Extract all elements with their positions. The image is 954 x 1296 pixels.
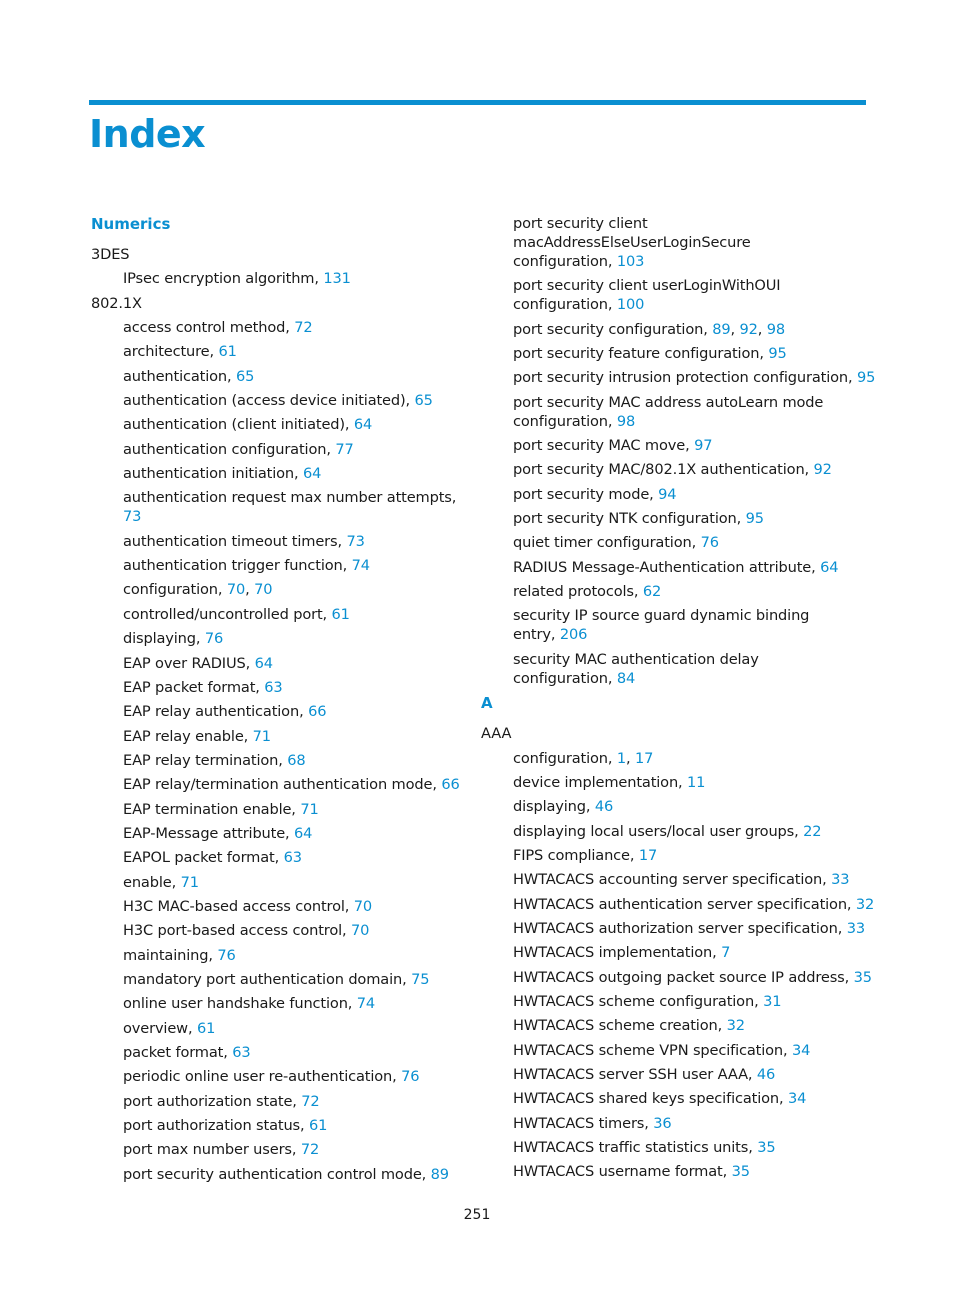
entry-text: EAP relay/termination authentication mode, xyxy=(123,776,437,794)
page-link[interactable]: 46 xyxy=(756,1065,776,1083)
entry-text: HWTACACS outgoing packet source IP address, xyxy=(513,968,850,986)
entry-text: configuration, xyxy=(123,581,223,599)
index-subentry xyxy=(481,276,876,314)
entry-text: HWTACACS traffic statistics units, xyxy=(513,1139,753,1156)
entry-text: port authorization status, xyxy=(123,1117,305,1135)
page-link[interactable]: 63 xyxy=(264,678,283,696)
index-subentry xyxy=(91,415,471,434)
page-link[interactable]: 61 xyxy=(331,605,350,623)
index-subentry xyxy=(91,1165,471,1184)
entry-text: related protocols, xyxy=(513,583,639,601)
page-link[interactable]: 63 xyxy=(232,1044,251,1061)
index-subentry xyxy=(481,846,876,865)
entry-text: FIPS compliance, xyxy=(513,846,635,864)
index-subentry xyxy=(91,994,471,1013)
index-subentry xyxy=(481,895,876,914)
page-link[interactable]: 70 xyxy=(254,581,273,599)
page-link[interactable]: 84 xyxy=(616,669,636,687)
index-subentry xyxy=(91,921,471,940)
page-link[interactable]: 64 xyxy=(820,558,839,576)
page-link[interactable]: 64 xyxy=(254,654,273,672)
index-subentry xyxy=(91,556,471,575)
page-link[interactable]: 64 xyxy=(353,416,373,434)
index-subentry xyxy=(91,488,471,526)
index-subentry: port security configuration, 89, 92, 98 xyxy=(513,320,786,338)
index-subentry xyxy=(91,1019,471,1038)
index-column-left xyxy=(91,214,471,1189)
top-rule xyxy=(89,100,866,105)
page-link[interactable]: 33 xyxy=(831,871,850,889)
page-link[interactable]: 1 xyxy=(616,749,626,767)
entry-text: H3C MAC-based access control, xyxy=(123,897,350,915)
entry-text: port security feature configuration, xyxy=(513,345,764,363)
entry-text: displaying local users/local user groups, xyxy=(513,822,799,840)
entry-text: HWTACACS scheme configuration, xyxy=(513,992,759,1010)
page-link[interactable]: 63 xyxy=(283,849,302,867)
index-subentry xyxy=(481,773,876,792)
page-link[interactable]: 71 xyxy=(180,873,199,891)
page-link[interactable]: 35 xyxy=(731,1163,750,1181)
page-link[interactable]: 61 xyxy=(218,343,237,361)
entry-text: RADIUS Message-Authentication attribute, xyxy=(513,558,816,576)
index-subentry xyxy=(91,1067,471,1086)
entry-text: H3C port-based access control, xyxy=(123,922,347,940)
index-subentry xyxy=(91,824,471,843)
index-subentry xyxy=(91,727,471,746)
entry-text: port security configuration, xyxy=(513,320,708,338)
entry-text: configuration, xyxy=(513,749,613,767)
index-subentry xyxy=(481,606,876,644)
page-link[interactable]: 72 xyxy=(301,1092,320,1110)
page-link[interactable]: 31 xyxy=(763,992,782,1010)
entry-text: IPsec encryption algorithm, xyxy=(123,270,319,288)
entry-text: EAPOL packet format, xyxy=(123,849,280,867)
section-heading: A xyxy=(481,694,493,713)
index-subentry xyxy=(481,650,876,688)
page-number: 251 xyxy=(463,1207,491,1223)
page-link[interactable]: 92 xyxy=(813,461,832,479)
entry-text: security MAC authentication delay configuration, xyxy=(513,650,759,687)
index-subentry xyxy=(481,344,876,363)
page-link[interactable]: 89 xyxy=(712,320,731,338)
index-subentry xyxy=(91,367,471,386)
index-subentry xyxy=(481,797,876,816)
page-link[interactable]: 77 xyxy=(335,440,354,458)
entry-text: HWTACACS scheme creation, xyxy=(513,1017,723,1035)
index-subentry xyxy=(91,318,471,337)
page-link[interactable]: 74 xyxy=(356,995,376,1013)
index-subentry xyxy=(481,460,876,479)
index-subentry xyxy=(91,1092,471,1111)
entry-text: port security client macAddressElseUserLoginSecure configuration, xyxy=(513,215,751,270)
page-link[interactable]: 35 xyxy=(757,1139,776,1156)
entry-text: 802.1X xyxy=(91,294,142,312)
page-link[interactable]: 66 xyxy=(441,776,460,794)
index-subentry xyxy=(481,393,876,431)
page-link[interactable]: 61 xyxy=(196,1019,216,1037)
entry-text: port authorization state, xyxy=(123,1092,297,1110)
index-subentry xyxy=(481,1016,876,1035)
page-link[interactable]: 75 xyxy=(411,970,430,988)
page-link[interactable]: 76 xyxy=(401,1068,420,1086)
page-link[interactable]: 46 xyxy=(594,798,614,816)
page-link[interactable]: 131 xyxy=(323,270,351,288)
entry-text: authentication configuration, xyxy=(123,440,331,458)
index-subentry xyxy=(91,440,471,459)
entry-text: EAP relay authentication, xyxy=(123,703,304,721)
index-subentry xyxy=(91,269,471,288)
page-link[interactable]: 66 xyxy=(308,703,327,721)
index-subentry xyxy=(481,822,876,841)
entry-text: EAP over RADIUS, xyxy=(123,654,251,672)
entry-text: EAP termination enable, xyxy=(123,800,296,818)
page-link[interactable]: 34 xyxy=(792,1041,811,1059)
entry-text: HWTACACS timers, xyxy=(513,1114,649,1132)
page-link[interactable]: 76 xyxy=(217,946,236,964)
entry-text: authentication (client initiated), xyxy=(123,416,350,434)
page-link[interactable]: 17 xyxy=(638,846,658,864)
entry-text: HWTACACS authentication server specification, xyxy=(513,895,852,913)
entry-text: access control method, xyxy=(123,319,290,337)
entry-text: authentication timeout timers, xyxy=(123,532,342,550)
page-link[interactable]: 95 xyxy=(768,345,787,363)
page-link[interactable]: 22 xyxy=(803,822,822,840)
page-link[interactable]: 89 xyxy=(430,1165,449,1183)
index-subentry xyxy=(481,509,876,528)
entry-text: HWTACACS scheme VPN specification, xyxy=(513,1041,788,1059)
entry-text: architecture, xyxy=(123,343,214,361)
page-link[interactable]: 92 xyxy=(739,320,758,338)
index-subentry xyxy=(91,970,471,989)
index-subentry xyxy=(481,436,876,455)
page-link[interactable]: 65 xyxy=(414,392,433,410)
entry-text: EAP relay termination, xyxy=(123,751,283,769)
index-term xyxy=(481,724,876,743)
entry-text: 3DES xyxy=(91,246,130,263)
entry-text: authentication trigger function, xyxy=(123,557,348,575)
index-subentry xyxy=(91,678,471,697)
page-link[interactable]: 98 xyxy=(616,412,636,430)
index-subentry xyxy=(481,533,876,552)
entry-text: authentication, xyxy=(123,367,232,385)
index-column-right xyxy=(481,214,876,1187)
entry-text: port security authentication control mode, xyxy=(123,1165,427,1183)
entry-text: enable, xyxy=(123,873,177,891)
page-link[interactable]: 70 xyxy=(353,897,373,915)
entry-text: HWTACACS authorization server specification, xyxy=(513,919,843,937)
entry-text: port security mode, xyxy=(513,485,654,503)
page-link[interactable]: 34 xyxy=(788,1090,807,1108)
page-title: Index xyxy=(89,112,206,156)
page-link[interactable]: 98 xyxy=(766,320,786,338)
index-subentry: configuration, 1, 17 xyxy=(513,749,654,767)
page-link[interactable]: 32 xyxy=(726,1017,745,1035)
entry-text: EAP relay enable, xyxy=(123,727,249,745)
index-subentry xyxy=(91,1043,471,1062)
entry-text: port security intrusion protection configuration, xyxy=(513,369,853,387)
index-subentry xyxy=(91,1140,471,1159)
page-link[interactable]: 32 xyxy=(855,895,875,913)
entry-text: EAP packet format, xyxy=(123,678,260,696)
page-link[interactable]: 61 xyxy=(308,1117,328,1135)
page-link[interactable]: 36 xyxy=(653,1114,672,1132)
entry-text: displaying, xyxy=(123,630,201,648)
index-subentry xyxy=(481,870,876,889)
page-link[interactable]: 7 xyxy=(721,944,731,962)
page-link[interactable]: 62 xyxy=(642,583,662,601)
entry-text: maintaining, xyxy=(123,946,213,964)
page-link[interactable]: 70 xyxy=(226,581,246,599)
index-subentry xyxy=(481,1065,876,1084)
index-subentry: configuration, 70, 70 xyxy=(123,581,273,599)
page-link[interactable]: 74 xyxy=(351,557,370,575)
page-link[interactable]: 76 xyxy=(700,534,719,552)
index-subentry xyxy=(91,800,471,819)
entry-text: authentication request max number attempts, xyxy=(123,489,457,507)
page-link[interactable]: 68 xyxy=(287,751,306,769)
entry-text: authentication initiation, xyxy=(123,465,299,483)
index-subentry xyxy=(481,1162,876,1181)
index-subentry xyxy=(91,342,471,361)
page-link[interactable]: 71 xyxy=(300,800,319,818)
page-link[interactable]: 76 xyxy=(204,630,224,648)
entry-text: device implementation, xyxy=(513,773,683,791)
page-link[interactable]: 73 xyxy=(123,508,142,526)
entry-text: port security MAC/802.1X authentication, xyxy=(513,461,810,479)
index-subentry xyxy=(91,897,471,916)
index-subentry xyxy=(481,968,876,987)
entry-text: HWTACACS server SSH user AAA, xyxy=(513,1065,753,1083)
index-subentry xyxy=(481,1041,876,1060)
section-heading: Numerics xyxy=(91,215,171,233)
index-subentry xyxy=(481,1114,876,1133)
index-subentry xyxy=(91,532,471,551)
index-subentry xyxy=(481,214,876,271)
index-subentry xyxy=(91,946,471,965)
entry-text: packet format, xyxy=(123,1044,228,1061)
page-link[interactable]: 64 xyxy=(303,465,322,483)
page-link[interactable]: 97 xyxy=(694,437,713,455)
index-subentry xyxy=(91,751,471,770)
index-subentry xyxy=(481,485,876,504)
entry-text: port security MAC address autoLearn mode configuration, xyxy=(513,393,824,430)
page-link[interactable]: 100 xyxy=(616,296,645,314)
page-link[interactable]: 64 xyxy=(294,824,313,842)
page-link[interactable]: 17 xyxy=(634,749,654,767)
index-subentry xyxy=(481,558,876,577)
page-link[interactable]: 70 xyxy=(351,922,370,940)
page-link[interactable]: 72 xyxy=(294,319,313,337)
entry-text: AAA xyxy=(481,725,512,743)
page-link[interactable]: 71 xyxy=(252,727,271,745)
entry-text: port max number users, xyxy=(123,1141,297,1159)
page-link[interactable]: 95 xyxy=(745,510,764,528)
index-term xyxy=(91,294,471,313)
index-subentry xyxy=(481,943,876,962)
page-link[interactable]: 65 xyxy=(235,367,255,385)
entry-text: periodic online user re-authentication, xyxy=(123,1068,397,1086)
index-subentry xyxy=(91,654,471,673)
index-subentry xyxy=(91,848,471,867)
entry-text: security IP source guard dynamic binding entry, xyxy=(513,607,810,644)
entry-text: controlled/uncontrolled port, xyxy=(123,605,328,623)
index-subentry xyxy=(91,605,471,624)
index-term xyxy=(91,245,471,264)
index-subentry xyxy=(91,629,471,648)
page-link[interactable]: 94 xyxy=(658,485,677,503)
page-link[interactable]: 206 xyxy=(559,626,588,644)
index-subentry xyxy=(481,919,876,938)
entry-text: online user handshake function, xyxy=(123,995,353,1013)
page-link[interactable]: 103 xyxy=(616,253,645,270)
page-link[interactable]: 33 xyxy=(846,919,865,937)
index-subentry xyxy=(91,1116,471,1135)
index-subentry xyxy=(91,873,471,892)
entry-text: port security NTK configuration, xyxy=(513,510,742,528)
index-subentry xyxy=(91,702,471,721)
entry-text: mandatory port authentication domain, xyxy=(123,970,407,988)
entry-text: HWTACACS accounting server specification, xyxy=(513,871,827,889)
page-link[interactable]: 73 xyxy=(346,532,365,550)
entry-text: authentication (access device initiated), xyxy=(123,392,411,410)
index-subentry xyxy=(481,1138,876,1157)
page-link[interactable]: 95 xyxy=(857,369,876,387)
entry-text: displaying, xyxy=(513,798,591,816)
entry-text: quiet timer configuration, xyxy=(513,534,697,552)
index-subentry xyxy=(91,775,471,794)
index-subentry xyxy=(481,1089,876,1108)
entry-text: HWTACACS shared keys specification, xyxy=(513,1090,784,1108)
index-subentry xyxy=(481,582,876,601)
index-subentry xyxy=(91,464,471,483)
entry-text: EAP-Message attribute, xyxy=(123,824,290,842)
page-link[interactable]: 72 xyxy=(300,1141,320,1159)
page-link[interactable]: 11 xyxy=(687,773,706,791)
index-subentry xyxy=(481,368,876,387)
index-subentry xyxy=(481,992,876,1011)
entry-text: overview, xyxy=(123,1019,193,1037)
entry-text: port security client userLoginWithOUI configuration, xyxy=(513,277,781,314)
entry-text: HWTACACS implementation, xyxy=(513,944,717,962)
entry-text: HWTACACS username format, xyxy=(513,1163,728,1181)
index-subentry xyxy=(91,391,471,410)
entry-text: port security MAC move, xyxy=(513,437,690,455)
page-link[interactable]: 35 xyxy=(853,968,872,986)
